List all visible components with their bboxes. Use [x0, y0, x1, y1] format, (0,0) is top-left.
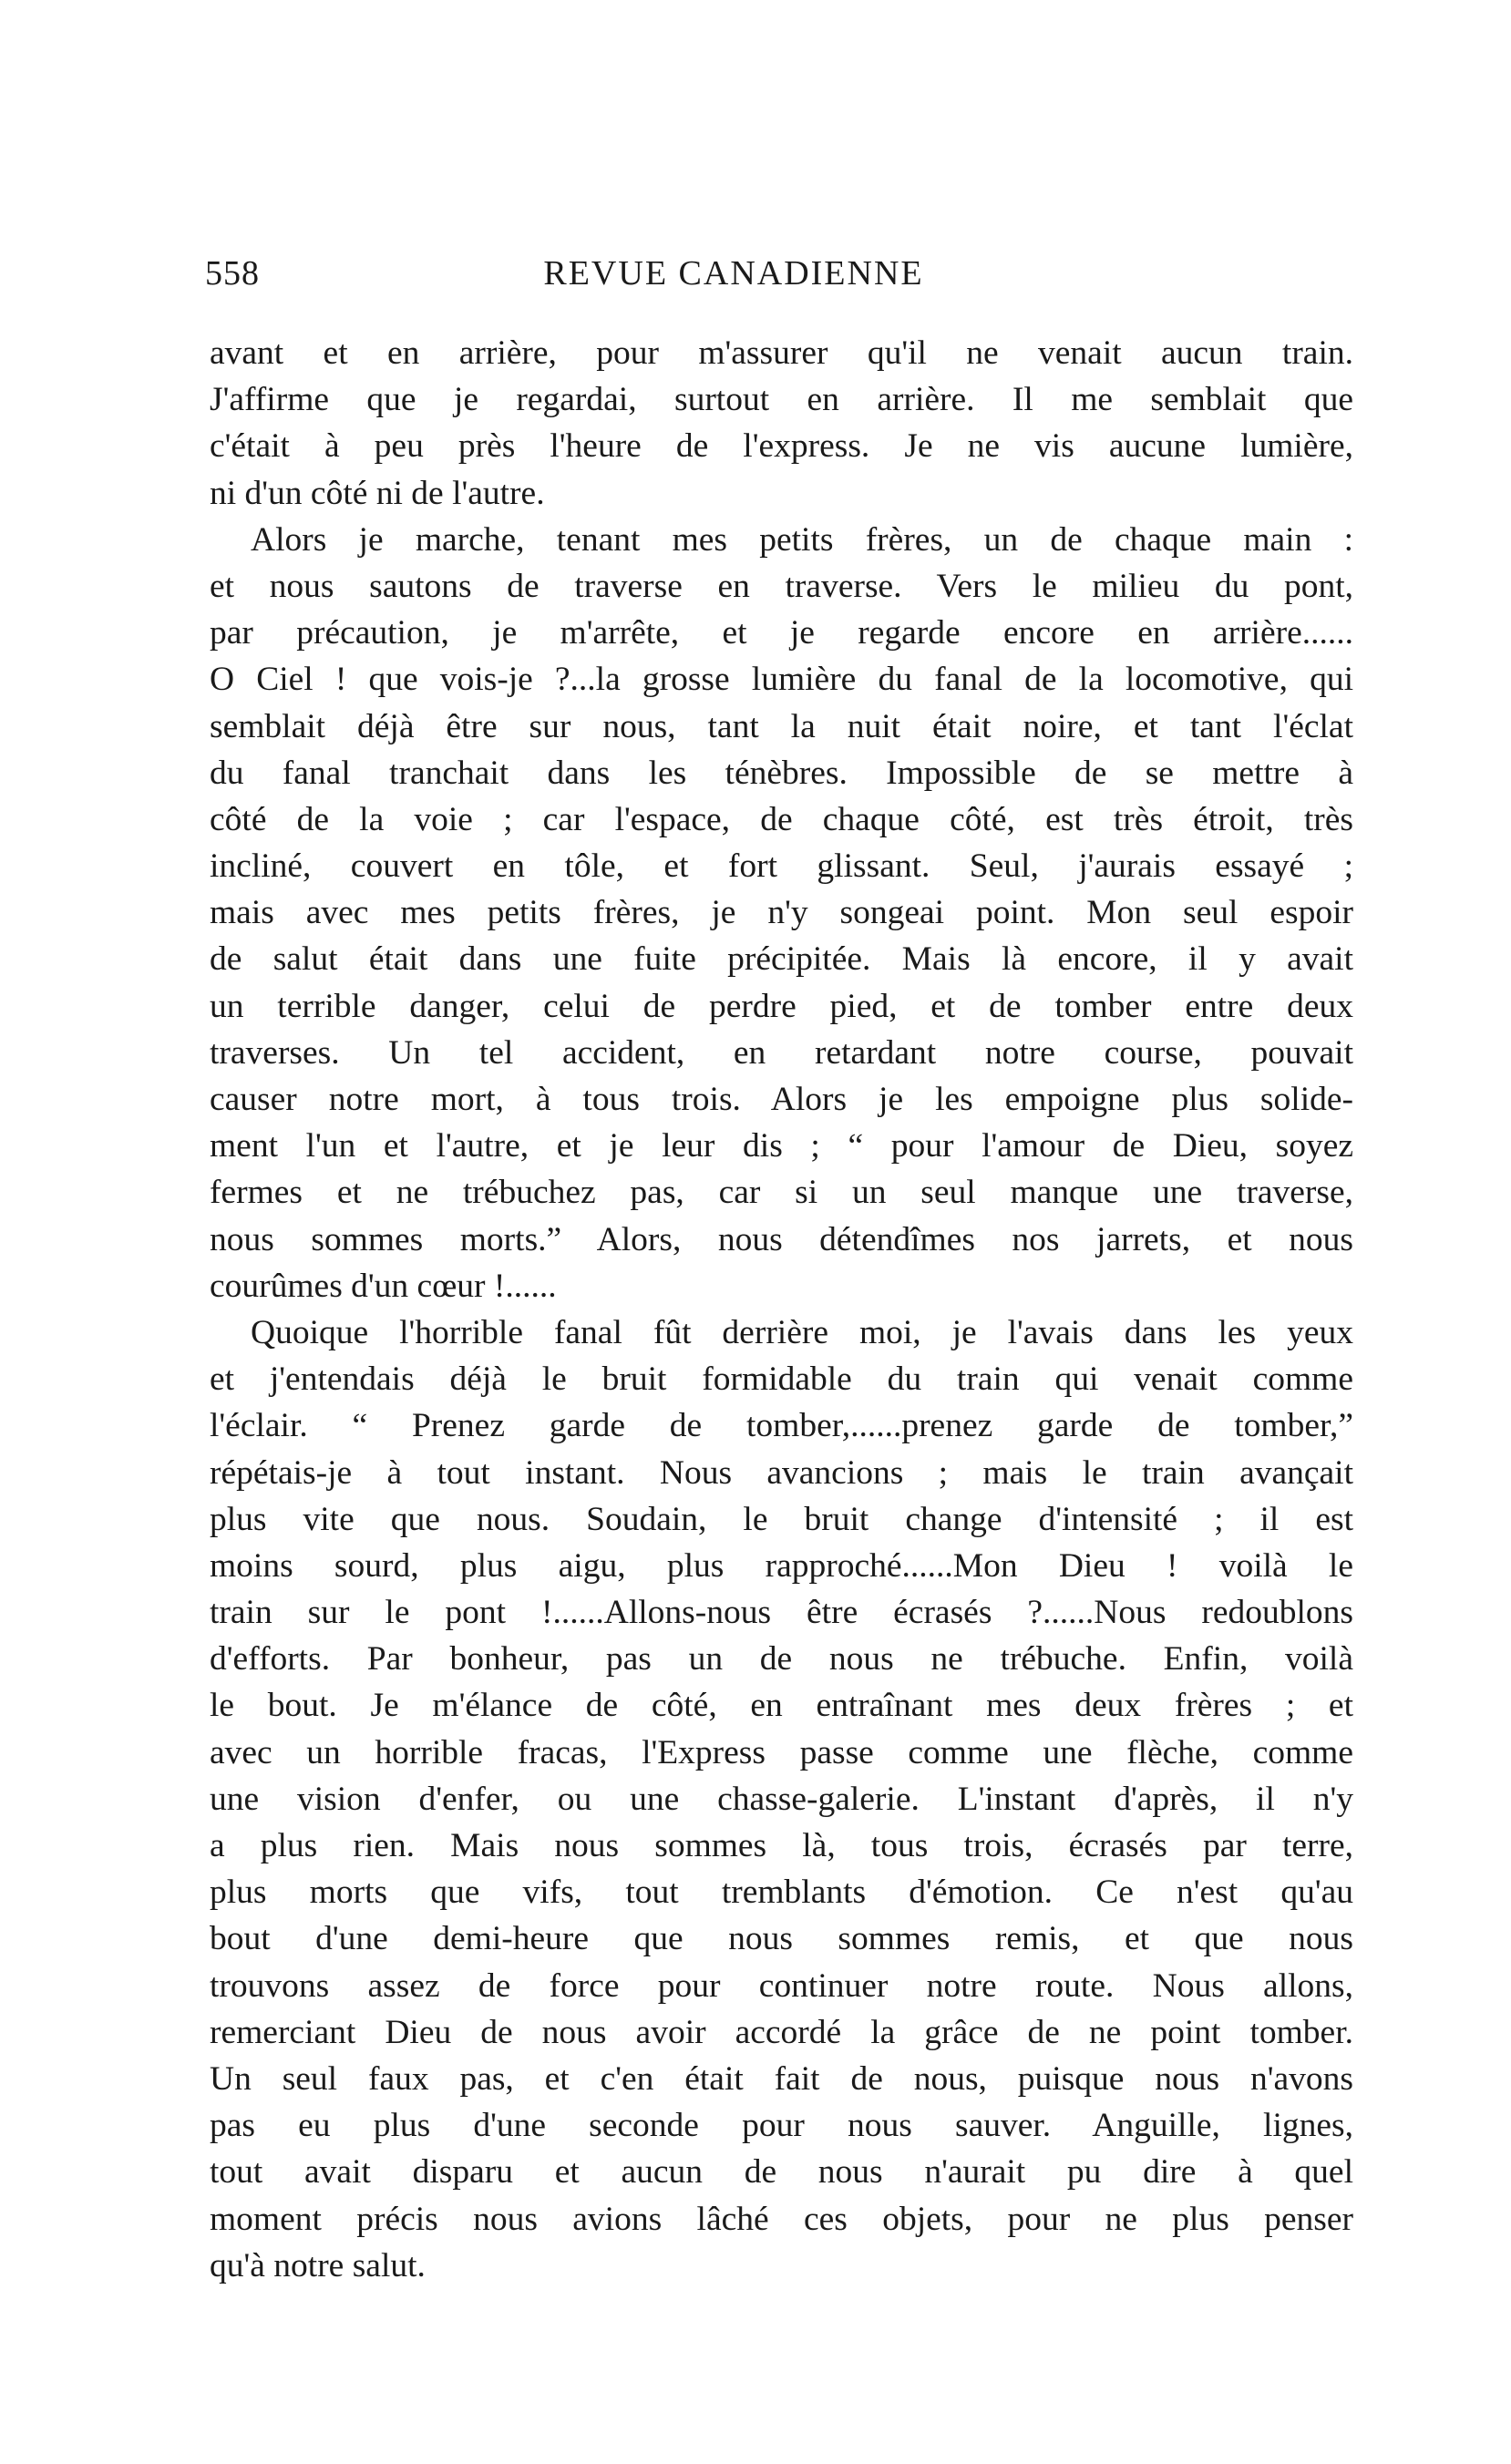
text-line: bout d'une demi-heure que nous sommes remis, et que nous — [210, 1920, 1353, 1958]
text-line: du fanal tranchait dans les ténèbres. Impossible de se mettre à — [210, 754, 1353, 792]
text-line: qu'à notre salut. — [210, 2246, 426, 2284]
journal-title: REVUE CANADIENNE — [543, 254, 924, 293]
paragraph — [210, 517, 1353, 1309]
text-line: nous sommes morts.” Alors, nous détendîmes nos jarrets, et nous — [210, 1220, 1353, 1258]
text-line: côté de la voie ; car l'espace, de chaque côté, est très étroit, très — [210, 800, 1353, 838]
text-line: le bout. Je m'élance de côté, en entraînant mes deux frères ; et — [210, 1687, 1353, 1725]
text-line: courûmes d'un cœur !...... — [210, 1267, 557, 1305]
text-line: moins sourd, plus aigu, plus rapproché......Mon Dieu ! voilà le — [210, 1546, 1353, 1585]
text-line: Alors je marche, tenant mes petits frères, un de chaque main : — [251, 520, 1353, 559]
text-line: trouvons assez de force pour continuer notre route. Nous allons, — [210, 1966, 1353, 2005]
text-line: moment précis nous avions lâché ces objets, pour ne plus penser — [210, 2200, 1353, 2238]
text-line: traverses. Un tel accident, en retardant notre course, pouvait — [210, 1033, 1353, 1072]
text-line: et nous sautons de traverse en traverse. Vers le milieu du pont, — [210, 567, 1353, 605]
text-line: tout avait disparu et aucun de nous n'aurait pu dire à quel — [210, 2153, 1353, 2192]
text-line: ni d'un côté ni de l'autre. — [210, 474, 545, 512]
paragraph — [210, 330, 1353, 517]
text-line: répétais-je à tout instant. Nous avancions ; mais le train avançait — [210, 1453, 1353, 1492]
text-line: un terrible danger, celui de perdre pied, et de tomber entre deux — [210, 987, 1353, 1025]
text-line: Un seul faux pas, et c'en était fait de nous, puisque nous n'avons — [210, 2059, 1353, 2098]
text-line: et j'entendais déjà le bruit formidable du train qui venait comme — [210, 1360, 1353, 1399]
running-head — [205, 253, 1372, 299]
text-line: une vision d'enfer, ou une chasse-galerie. L'instant d'après, il n'y — [210, 1780, 1353, 1818]
text-line: l'éclair. “ Prenez garde de tomber,......prenez garde de tomber,” — [210, 1407, 1353, 1445]
text-line: avec un horrible fracas, l'Express passe comme une flèche, comme — [210, 1733, 1353, 1771]
body-text — [210, 330, 1353, 2289]
text-line: plus vite que nous. Soudain, le bruit change d'intensité ; il est — [210, 1500, 1353, 1538]
text-line: fermes et ne trébuchez pas, car si un seul manque une traverse, — [210, 1174, 1353, 1212]
text-line: avant et en arrière, pour m'assurer qu'il ne venait aucun train. — [210, 334, 1353, 372]
text-line: par précaution, je m'arrête, et je regarde encore en arrière...... — [210, 614, 1353, 652]
text-line: remerciant Dieu de nous avoir accordé la grâce de ne point tomber. — [210, 2013, 1353, 2051]
text-line: ment l'un et l'autre, et je leur dis ; “ pour l'amour de Dieu, soyez — [210, 1127, 1353, 1165]
text-line: J'affirme que je regardai, surtout en arrière. Il me semblait que — [210, 381, 1353, 419]
text-line: mais avec mes petits frères, je n'y songeai point. Mon seul espoir — [210, 894, 1353, 932]
text-line: O Ciel ! que vois-je ?...la grosse lumière du fanal de la locomotive, qui — [210, 661, 1353, 699]
text-line: incliné, couvert en tôle, et fort glissant. Seul, j'aurais essayé ; — [210, 847, 1353, 886]
text-line: c'était à peu près l'heure de l'express. Je ne vis aucune lumière, — [210, 427, 1353, 466]
text-line: plus morts que vifs, tout tremblants d'émotion. Ce n'est qu'au — [210, 1874, 1353, 1912]
text-line: train sur le pont !......Allons-nous être écrasés ?......Nous redoublons — [210, 1594, 1353, 1632]
text-line: semblait déjà être sur nous, tant la nuit était noire, et tant l'éclat — [210, 707, 1353, 745]
page-number: 558 — [205, 254, 260, 293]
text-line: Quoique l'horrible fanal fût derrière moi, je l'avais dans les yeux — [251, 1313, 1353, 1351]
paragraph — [210, 1309, 1353, 2289]
text-line: a plus rien. Mais nous sommes là, tous trois, écrasés par terre, — [210, 1827, 1353, 1864]
text-line: pas eu plus d'une seconde pour nous sauver. Anguille, lignes, — [210, 2107, 1353, 2145]
text-line: causer notre mort, à tous trois. Alors je les empoigne plus solide- — [210, 1081, 1353, 1118]
text-line: d'efforts. Par bonheur, pas un de nous ne trébuche. Enfin, voilà — [210, 1640, 1353, 1679]
text-line: de salut était dans une fuite précipitée. Mais là encore, il y avait — [210, 940, 1353, 979]
